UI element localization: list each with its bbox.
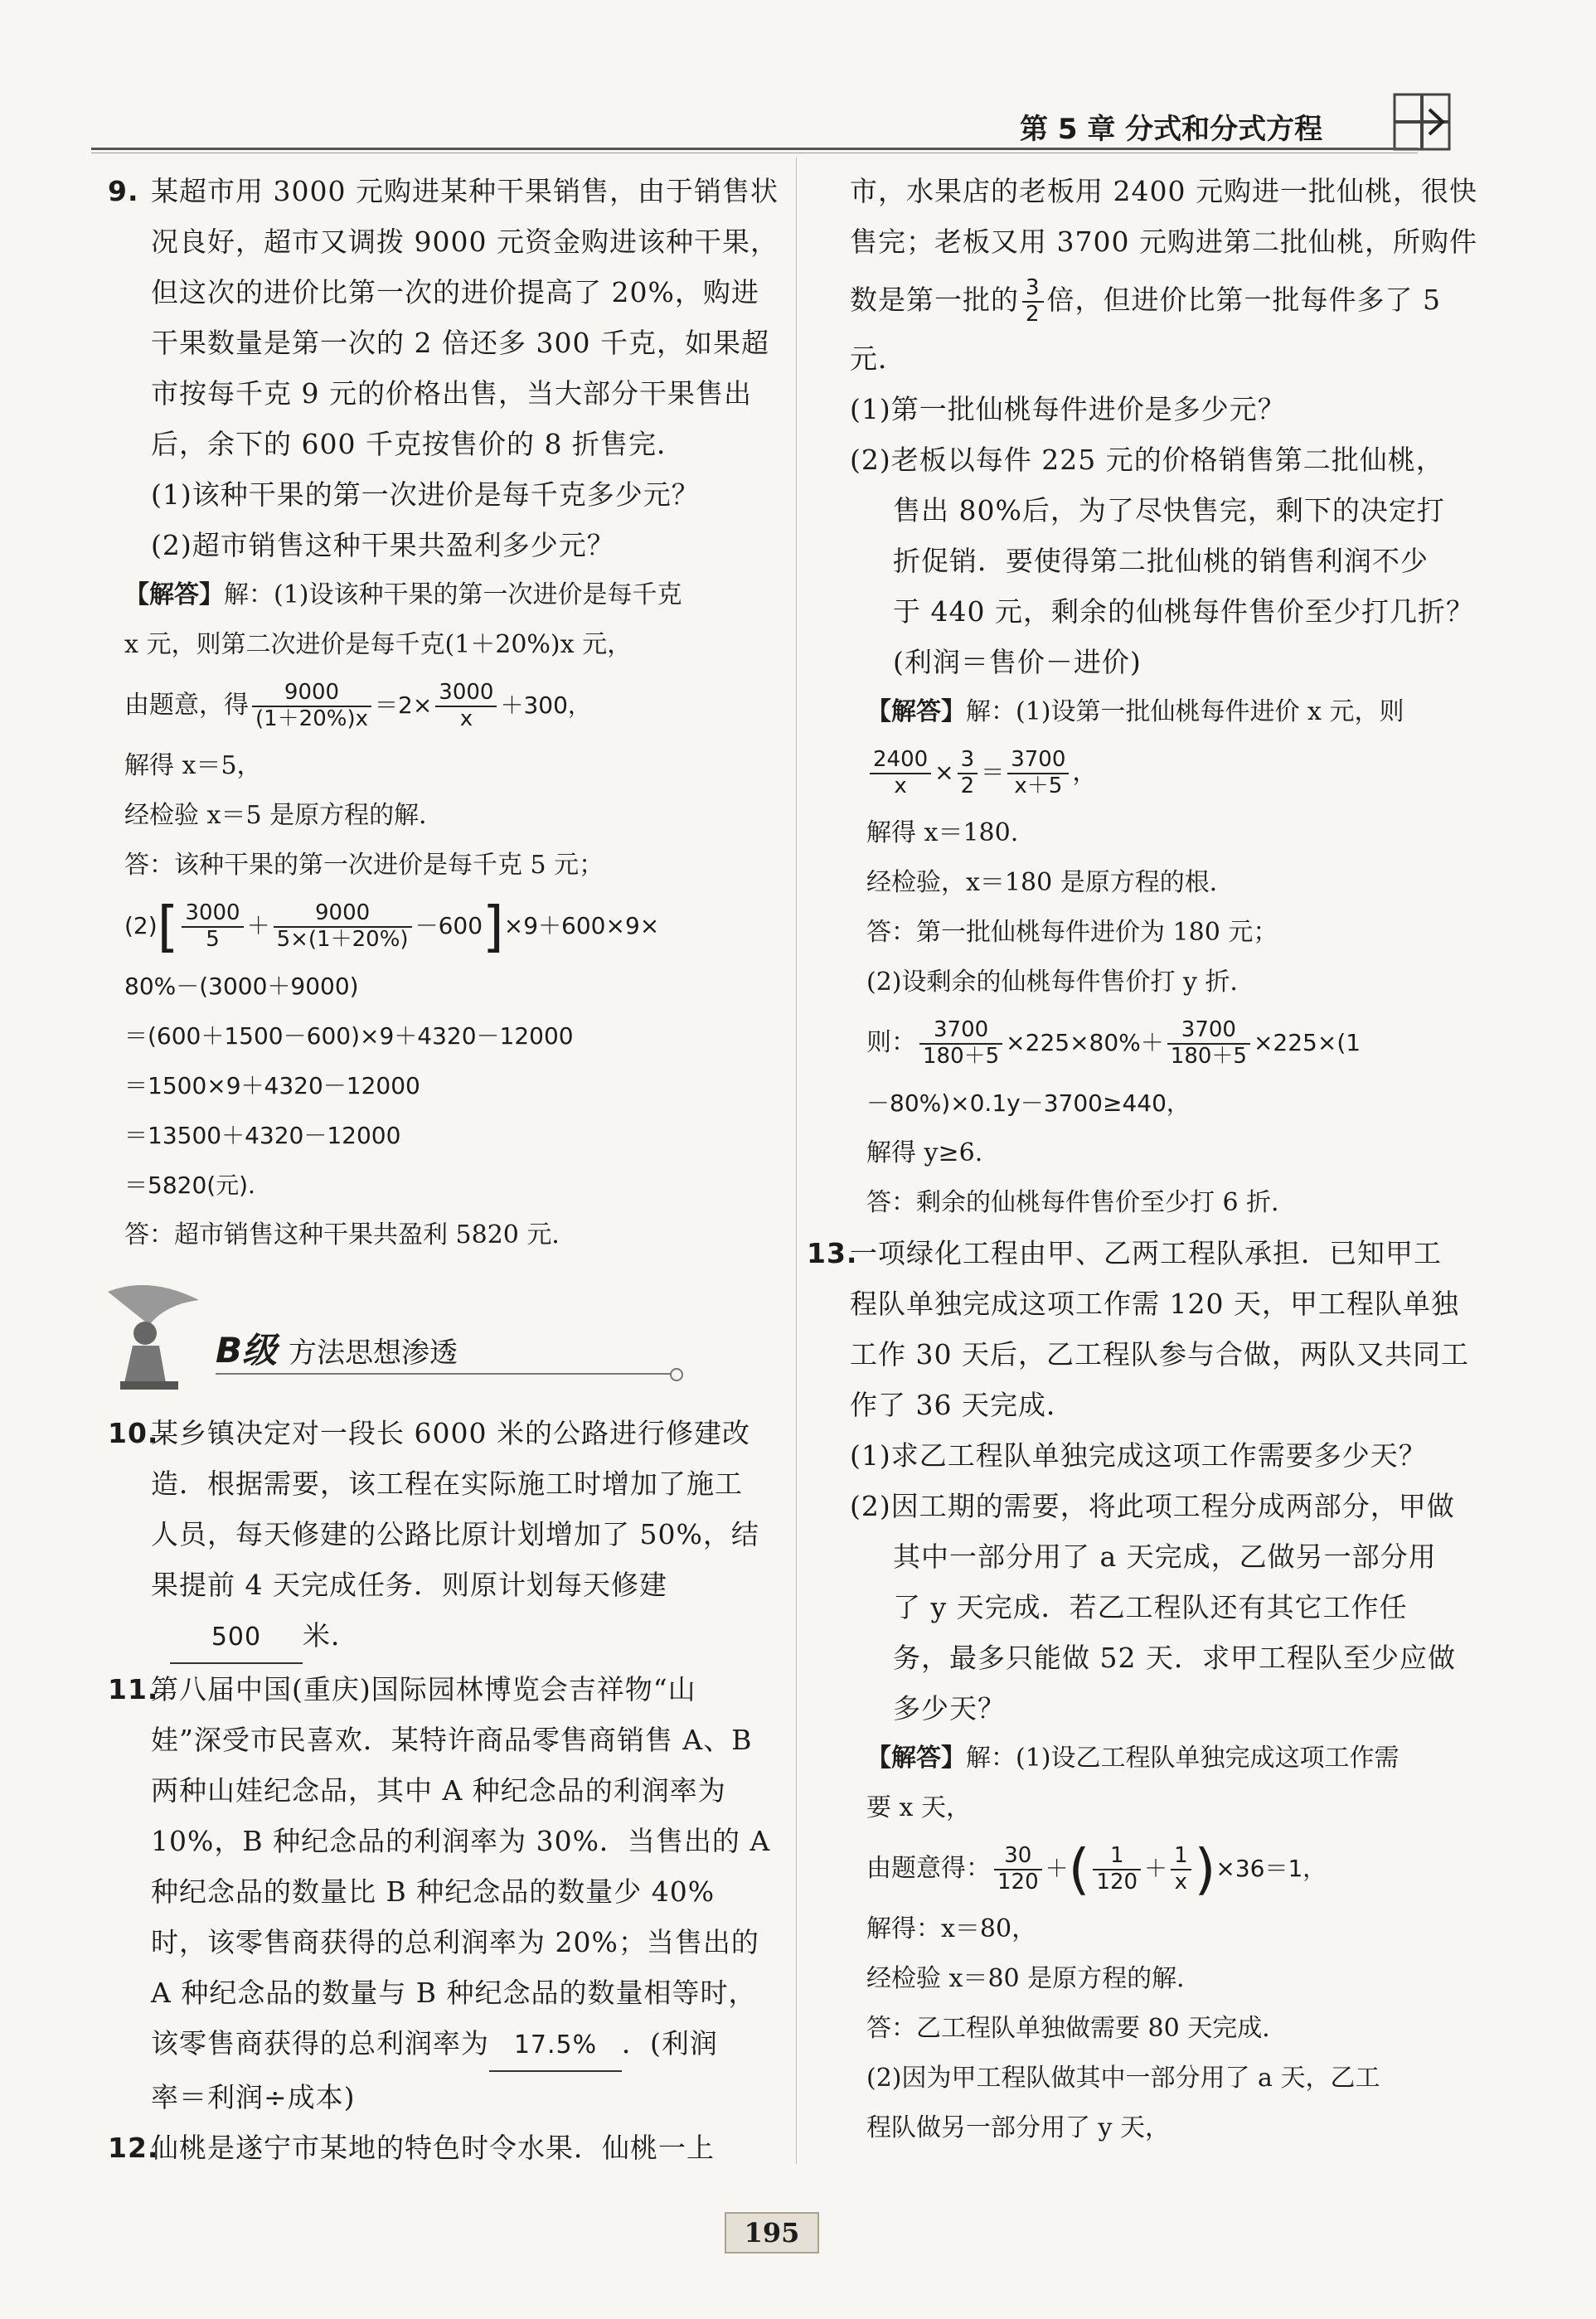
question-11-line: 率＝利润÷成本) — [151, 2081, 356, 2113]
solution-label: 【解答】 — [866, 697, 966, 726]
solution-line: 解得 y≥6. — [866, 1138, 983, 1167]
equation-line: 由题意得： $\frac{30}{120}$ ＋( $\frac{1}{120}$ ＋ $\frac{1}{x}$ )×36＝1， — [866, 1837, 1327, 1901]
fraction: $\frac{3700}{180+5}$ — [919, 1018, 1002, 1070]
chapter-title: 第 5 章 分式和分式方程 — [1020, 113, 1323, 146]
fraction: $\frac{9000}{5\times(1+20\%)}$ — [274, 901, 412, 953]
question-13-line: 工作 30 天后，乙工程队参与合做，两队又共同工 — [850, 1338, 1469, 1371]
question-number: 13. — [807, 1237, 858, 1269]
sub-question-2: (2)超市销售这种干果共盈利多少元？ — [151, 529, 615, 561]
sub-question-2: 售出 80%后，为了尽快售完，剩下的决定打 — [893, 494, 1445, 526]
solution-line: x 元，则第二次进价是每千克(1＋20%)x 元， — [124, 630, 633, 659]
right-column — [807, 166, 1526, 2153]
question-13-line: 13.一项绿化工程由甲、乙两工程队承担．已知甲工 — [807, 1228, 1526, 1278]
level-rule — [216, 1373, 672, 1375]
solution-line: 答：超市销售这种干果共盈利 5820 元． — [124, 1220, 577, 1249]
solution-line: 解得 x＝5， — [124, 751, 262, 780]
sub-question-2: 多少天？ — [893, 1692, 1006, 1725]
question-11-line: 娃”深受市民喜欢．某特许商品零售商销售 A、B — [151, 1724, 753, 1756]
solution-line: 答：剩余的仙桃每件售价至少打 6 折． — [866, 1188, 1297, 1217]
equation-line: 由题意，得 $\frac{9000}{(1+20\%)x}$ ＝2× $\frac{3000}{x}$ ＋300， — [124, 680, 591, 731]
sub-question-2: (2)老板以每件 225 元的价格销售第二批仙桃， — [850, 444, 1444, 476]
fraction: $\frac{3700}{x+5}$ — [1007, 748, 1069, 799]
sub-question-2: (2)因工期的需要，将此项工程分成两部分，甲做 — [850, 1490, 1455, 1522]
solution-12 — [850, 687, 1526, 1228]
solution-line: ＝13500＋4320－12000 — [124, 1122, 401, 1149]
question-12-line: 市，水果店的老板用 2400 元购进一批仙桃，很快 — [850, 175, 1477, 207]
fraction: $\frac{3000}{x}$ — [435, 681, 497, 732]
reading-figure-icon — [99, 1275, 224, 1400]
solution-line: 解得 x＝180. — [866, 818, 1019, 847]
fraction: $\frac{3700}{180+5}$ — [1167, 1018, 1250, 1070]
level-heading — [216, 1323, 458, 1373]
fraction: $\frac{3000}{5}$ — [182, 901, 243, 953]
solution-line: (2)设剩余的仙桃每件售价打 y 折． — [866, 968, 1255, 997]
question-9-line: 市按每千克 9 元的价格出售，当大部分干果售出 — [151, 377, 752, 410]
question-10-line: 造．根据需要，该工程在实际施工时增加了施工 — [151, 1468, 743, 1500]
solution-label: 【解答】 — [866, 1744, 966, 1773]
solution-line: 【解答】解：(1)设该种干果的第一次进价是每千克 — [124, 580, 682, 609]
solution-line: 【解答】解：(1)设乙工程队单独完成这项工作需 — [866, 1744, 1400, 1773]
question-12-start — [108, 2123, 783, 2173]
answer-blank: 500 — [170, 1612, 303, 1664]
question-number: 12. — [108, 2132, 159, 2164]
question-12-line: 数是第一批的 $\frac{3}{2}$ 倍，但进价比第一批每件多了 5 — [850, 275, 1442, 327]
page-number: 195 — [725, 2212, 819, 2254]
chapter-emblem-icon — [1393, 93, 1451, 151]
question-12-line: 12.仙桃是遂宁市某地的特色时令水果．仙桃一上 — [108, 2123, 783, 2173]
sub-question-2: 了 y 天完成．若乙工程队还有其它工作任 — [893, 1591, 1408, 1623]
question-13-line: 作了 36 天完成． — [850, 1389, 1075, 1421]
question-number: 10. — [108, 1417, 159, 1449]
sub-question-2: 于 440 元，剩余的仙桃每件售价至少打几折？ — [893, 595, 1474, 628]
sub-question-2: 务，最多只能做 52 天．求甲工程队至少应做 — [893, 1642, 1456, 1674]
header-rule — [91, 148, 1418, 150]
question-13 — [807, 1228, 1526, 1734]
question-10-line: 500 米． — [108, 1610, 783, 1664]
question-9-line: 干果数量是第一次的 2 倍还多 300 千克，如果超 — [151, 327, 769, 359]
solution-line: 程队做另一部分用了 y 天， — [866, 2113, 1171, 2142]
equation-line: $\frac{2400}{x}$ × $\frac{3}{2}$ ＝ $\frac{3700}{x+5}$ ， — [850, 737, 1526, 808]
sub-question-1: (1)该种干果的第一次进价是每千克多少元？ — [151, 478, 700, 511]
solution-line: ＝1500×9＋4320－12000 — [124, 1072, 420, 1099]
question-9-line: 9. 某超市用 3000 元购进某种干果销售，由于销售状 — [108, 166, 783, 216]
fraction: $\frac{3}{2}$ — [1022, 276, 1044, 327]
fraction: $\frac{3}{2}$ — [958, 748, 978, 799]
left-column — [108, 166, 783, 2173]
question-11-line: 10%，B 种纪念品的利润率为 30%．当售出的 A — [151, 1825, 771, 1857]
question-12-continued — [850, 166, 1526, 687]
level-name: 方法思想渗透 — [289, 1337, 458, 1370]
question-13-line: 程队单独完成这项工作需 120 天，甲工程队单独 — [850, 1288, 1459, 1320]
sub-question-2: 折促销．要使得第二批仙桃的销售利润不少 — [893, 545, 1429, 577]
question-10-line: 10.某乡镇决定对一段长 6000 米的公路进行修建改 — [108, 1408, 783, 1458]
question-9-line: 但这次的进价比第一次的进价提高了 20%，购进 — [151, 276, 759, 308]
solution-line: ＝(600＋1500－600)×9＋4320－12000 — [124, 1022, 574, 1050]
question-11-line: 11.第八届中国(重庆)国际园林博览会吉祥物“山 — [108, 1664, 783, 1715]
question-10-line: 人员，每天修建的公路比原计划增加了 50%，结 — [151, 1518, 759, 1550]
solution-line: 解得：x＝80， — [866, 1914, 1037, 1943]
level-tag: B级 — [216, 1330, 278, 1371]
sub-question-1: (1)第一批仙桃每件进价是多少元？ — [850, 393, 1286, 425]
solution-line: 答：第一批仙桃每件进价为 180 元； — [866, 918, 1278, 947]
solution-9 — [108, 570, 783, 1260]
question-12-line: 售完；老板又用 3700 元购进第二批仙桃，所购件 — [850, 226, 1477, 258]
fraction: $\frac{9000}{(1+20\%)x}$ — [252, 681, 371, 732]
solution-line: (2)因为甲工程队做其中一部分用了 a 天，乙工 — [866, 2064, 1380, 2093]
solution-13 — [850, 1734, 1526, 2153]
question-9-line: 况良好，超市又调拨 9000 元资金购进该种干果， — [151, 226, 779, 258]
solution-line: 答：该种干果的第一次进价是每千克 5 元； — [124, 851, 604, 880]
solution-line: 经检验，x＝180 是原方程的根． — [866, 868, 1235, 897]
question-11 — [108, 1664, 783, 2123]
solution-line: 【解答】解：(1)设第一批仙桃每件进价 x 元，则 — [866, 697, 1404, 726]
question-number: 11. — [108, 1673, 159, 1705]
sub-question-2: (利润＝售价－进价) — [893, 646, 1142, 678]
solution-line: 要 x 天， — [866, 1793, 971, 1822]
level-b-banner — [99, 1275, 783, 1400]
fraction: $\frac{1}{120}$ — [1093, 1844, 1141, 1895]
question-10-line: 果提前 4 天完成任务．则原计划每天修建 — [151, 1569, 667, 1601]
equation-line: 则： $\frac{3700}{180+5}$ ×225×80%＋ $\frac{3700}{180+5}$ ×225×(1 — [866, 1017, 1361, 1069]
question-12-line: 元． — [850, 342, 906, 375]
solution-line: －80%)×0.1y－3700≥440， — [866, 1089, 1190, 1117]
question-11-line: A 种纪念品的数量与 B 种纪念品的数量相等时， — [151, 1977, 757, 2009]
fraction: $\frac{30}{120}$ — [994, 1844, 1042, 1895]
equation-line: (2)[ $\frac{3000}{5}$ ＋ $\frac{9000}{5\times(1+20\%)}$ －600]×9＋600×9× — [124, 895, 660, 958]
solution-line: ＝5820(元)． — [124, 1172, 272, 1199]
sub-question-1: (1)求乙工程队单独完成这项工作需要多少天？ — [850, 1439, 1427, 1472]
question-9 — [108, 166, 783, 570]
question-number: 9. — [108, 175, 139, 207]
level-rule-dot — [670, 1368, 683, 1381]
answer-blank: 17.5% — [489, 2020, 622, 2072]
question-11-line: 时，该零售商获得的总利润率为 20%；当售出的 — [151, 1926, 759, 1958]
question-11-line: 该零售商获得的总利润率为 17.5% ．(利润 — [108, 2018, 783, 2072]
solution-line: 80%－(3000＋9000) — [124, 973, 359, 1000]
question-11-line: 两种山娃纪念品，其中 A 种纪念品的利润率为 — [151, 1774, 726, 1807]
sub-question-2: 其中一部分用了 a 天完成，乙做另一部分用 — [893, 1540, 1437, 1573]
solution-label: 【解答】 — [124, 580, 224, 609]
question-10 — [108, 1408, 783, 1664]
fraction: $\frac{1}{x}$ — [1171, 1844, 1191, 1895]
solution-line: 答：乙工程队单独做需要 80 天完成． — [866, 2014, 1288, 2043]
solution-line: 经检验 x＝80 是原方程的解． — [866, 1964, 1202, 1993]
solution-line: 经检验 x＝5 是原方程的解． — [124, 801, 444, 830]
question-9-line: 后，余下的 600 千克按售价的 8 折售完． — [151, 428, 685, 460]
column-divider — [796, 158, 797, 2164]
fraction: $\frac{2400}{x}$ — [870, 748, 931, 799]
question-11-line: 种纪念品的数量比 B 种纪念品的数量少 40% — [151, 1875, 716, 1908]
